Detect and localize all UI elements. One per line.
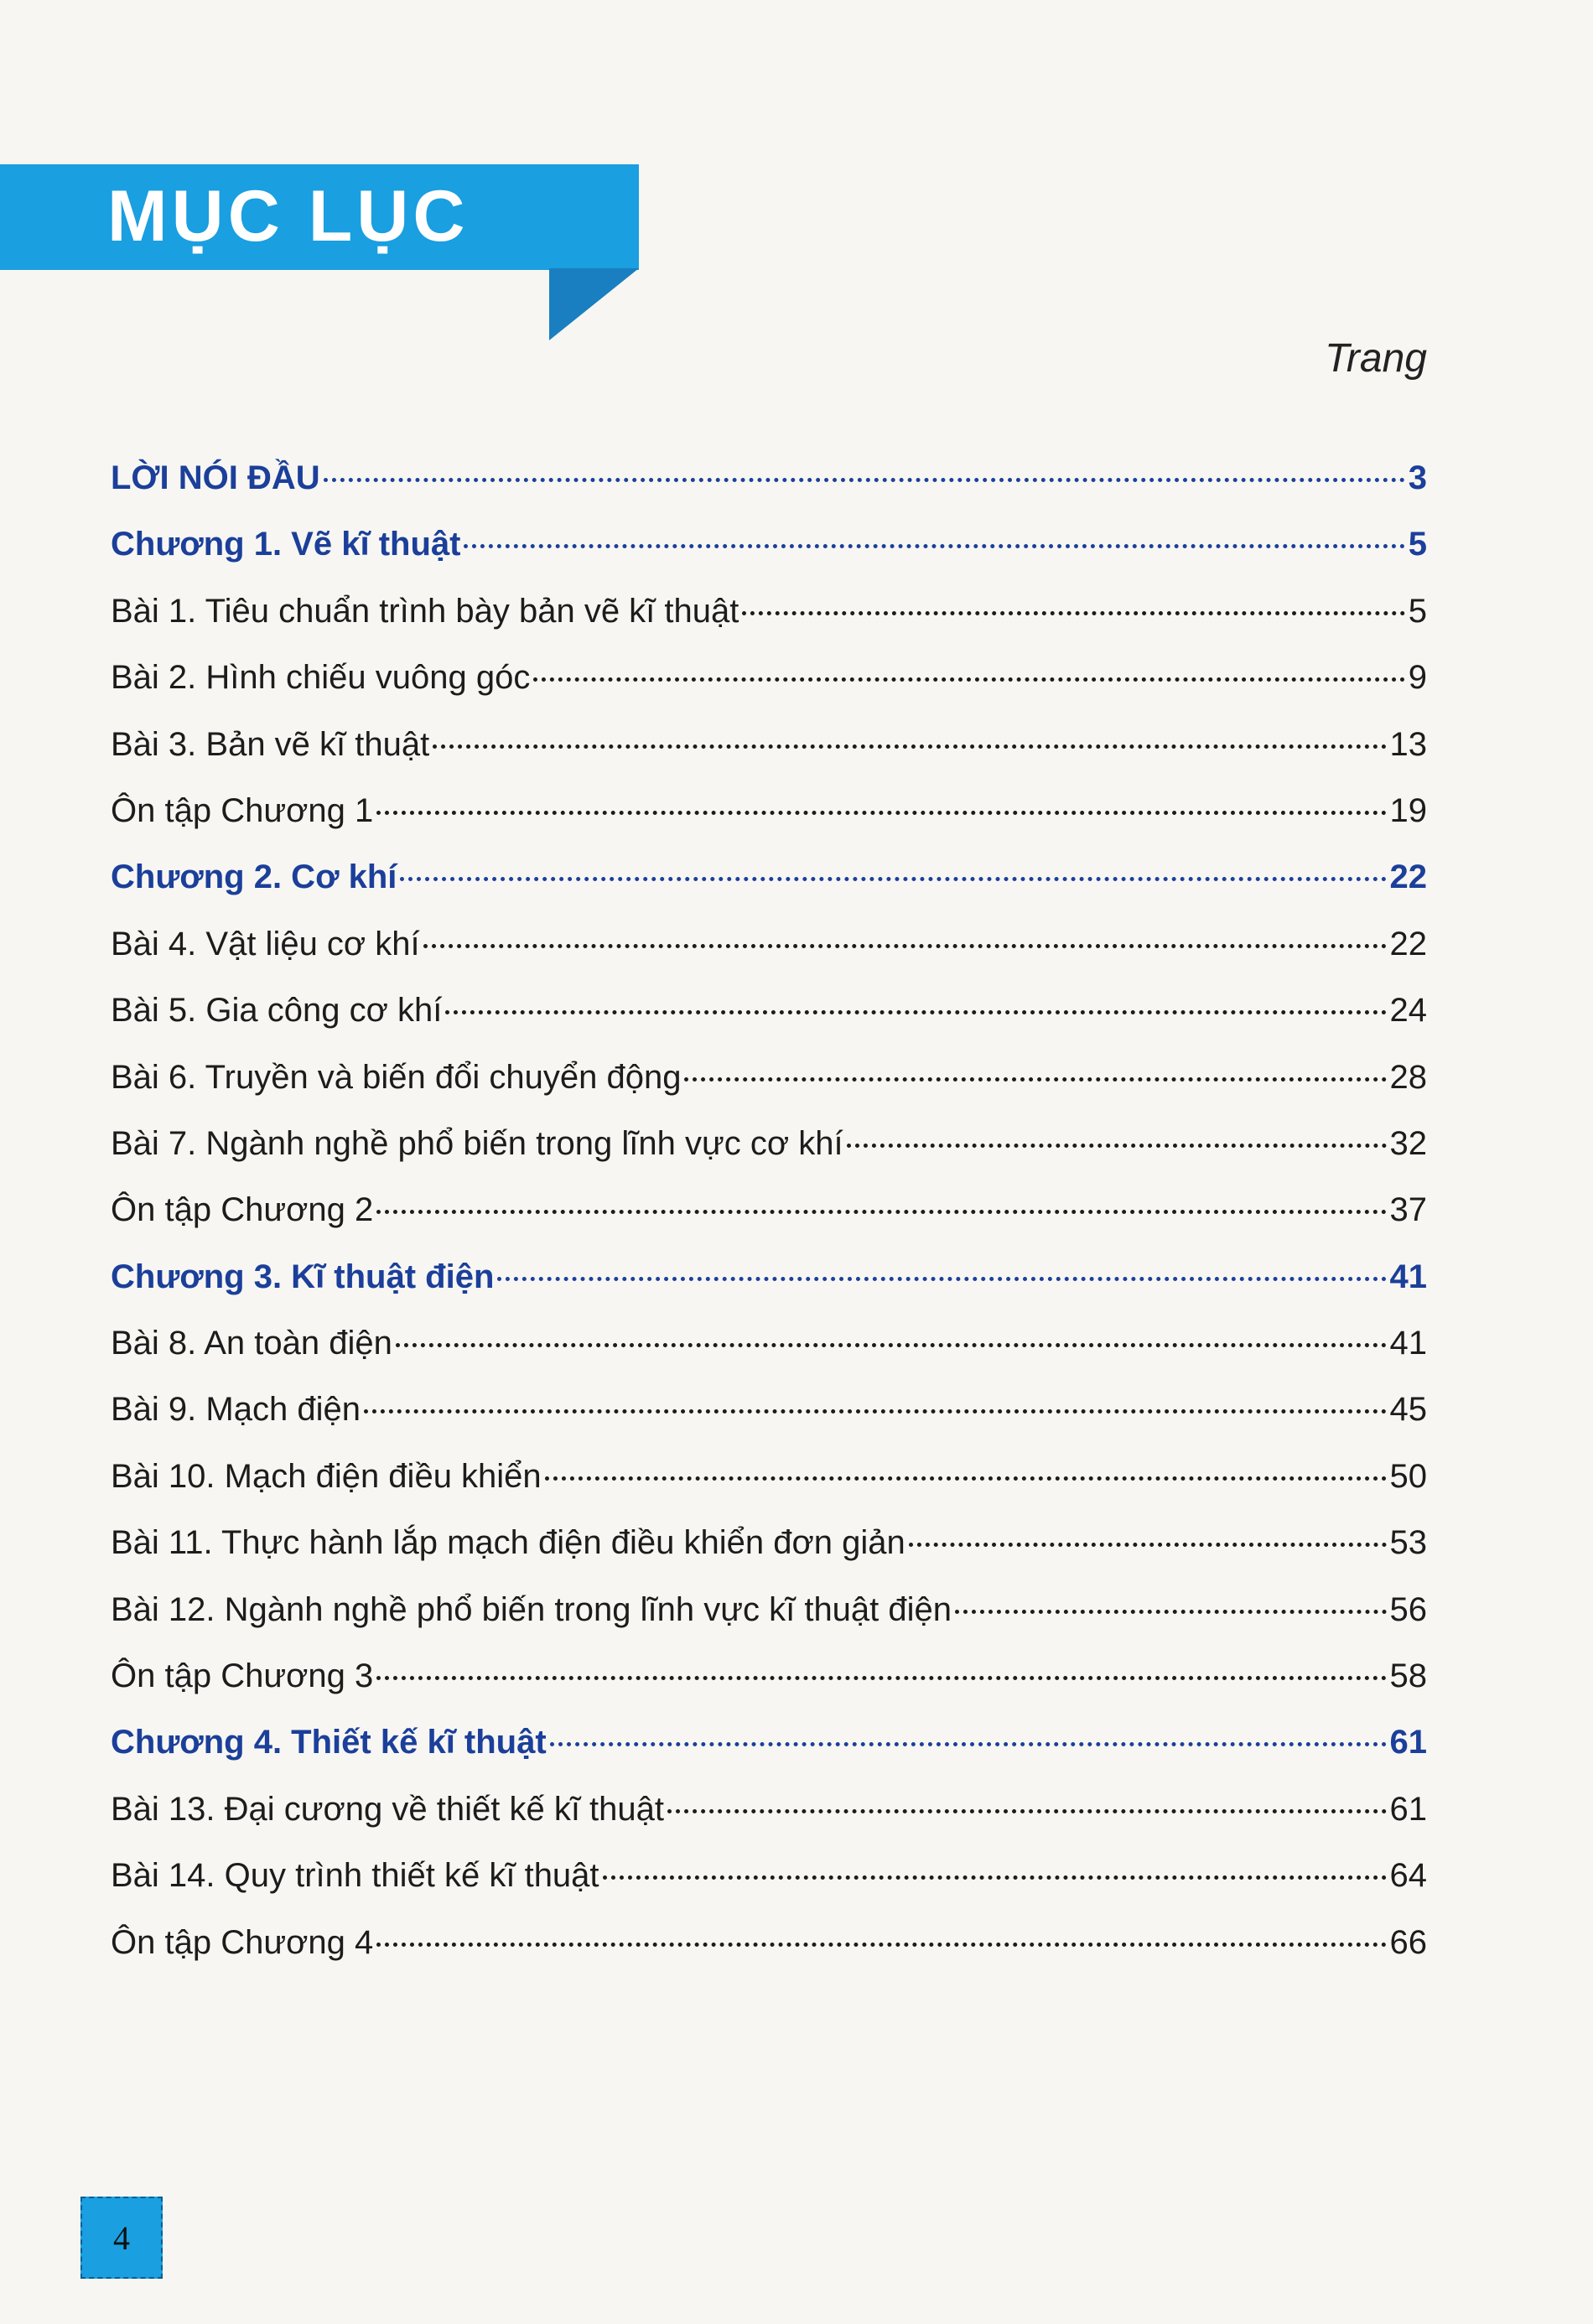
toc-entry-label: Bài 10. Mạch điện điều khiển xyxy=(111,1457,542,1495)
toc-entry[interactable] xyxy=(111,1252,1427,1318)
toc-entry-label: Bài 5. Gia công cơ khí xyxy=(111,992,443,1030)
dot-leader xyxy=(423,944,1387,948)
toc-entry-page: 32 xyxy=(1389,1124,1427,1162)
toc-entry[interactable] xyxy=(111,919,1427,985)
toc-entry[interactable] xyxy=(111,1917,1427,1984)
toc-entry-label: Ôn tập Chương 3 xyxy=(111,1657,374,1695)
toc-entry-page: 24 xyxy=(1389,992,1427,1030)
toc-entry[interactable] xyxy=(111,786,1427,852)
toc-entry-page: 61 xyxy=(1389,1724,1427,1761)
toc-entry-page: 53 xyxy=(1389,1524,1427,1562)
toc-entry[interactable] xyxy=(111,1318,1427,1384)
toc-entry-label: Bài 3. Bản vẽ kĩ thuật xyxy=(111,725,430,763)
toc-entry[interactable] xyxy=(111,1384,1427,1450)
toc-entry-label: Bài 14. Quy trình thiết kế kĩ thuật xyxy=(111,1857,599,1895)
dot-leader xyxy=(376,811,1386,815)
dot-leader xyxy=(324,478,1405,482)
toc-entry-page: 9 xyxy=(1408,659,1427,697)
dot-leader xyxy=(464,544,1404,548)
toc-entry-label: Chương 3. Kĩ thuật điện xyxy=(111,1258,495,1295)
toc-entry-page: 5 xyxy=(1408,526,1427,563)
dot-leader xyxy=(433,744,1386,749)
toc-entry[interactable] xyxy=(111,719,1427,786)
table-of-contents xyxy=(111,453,1427,1984)
toc-entry[interactable] xyxy=(111,1651,1427,1717)
toc-entry-label: Bài 12. Ngành nghề phổ biến trong lĩnh vực kĩ thuật điện xyxy=(111,1590,952,1628)
dot-leader xyxy=(376,1210,1386,1214)
toc-entry-label: Bài 7. Ngành nghề phổ biến trong lĩnh vực cơ khí xyxy=(111,1124,843,1162)
page-column-label: Trang xyxy=(1325,336,1427,381)
toc-entry-page: 37 xyxy=(1389,1191,1427,1229)
dot-leader xyxy=(667,1809,1386,1813)
toc-entry-page: 3 xyxy=(1408,459,1427,496)
dot-leader xyxy=(742,611,1404,615)
toc-entry-label: Chương 1. Vẽ kĩ thuật xyxy=(111,526,461,563)
toc-entry[interactable] xyxy=(111,985,1427,1051)
dot-leader xyxy=(955,1610,1386,1614)
toc-entry-page: 41 xyxy=(1389,1258,1427,1295)
toc-entry-label: Bài 9. Mạch điện xyxy=(111,1391,361,1429)
toc-entry-label: Chương 2. Cơ khí xyxy=(111,859,397,896)
toc-entry-page: 61 xyxy=(1389,1790,1427,1828)
toc-entry[interactable] xyxy=(111,1451,1427,1517)
toc-entry[interactable] xyxy=(111,852,1427,918)
dot-leader xyxy=(603,1875,1387,1880)
toc-entry[interactable] xyxy=(111,1185,1427,1251)
toc-entry[interactable] xyxy=(111,453,1427,519)
dot-leader xyxy=(533,677,1404,682)
toc-entry[interactable] xyxy=(111,1517,1427,1584)
toc-entry-page: 13 xyxy=(1389,725,1427,763)
toc-entry-label: Bài 4. Vật liệu cơ khí xyxy=(111,925,420,962)
toc-entry-label: Bài 6. Truyền và biến đổi chuyển động xyxy=(111,1058,682,1096)
dot-leader xyxy=(400,877,1386,881)
dot-leader xyxy=(445,1010,1386,1014)
dot-leader xyxy=(396,1343,1387,1347)
toc-entry-label: Chương 4. Thiết kế kĩ thuật xyxy=(111,1724,547,1761)
toc-entry-page: 58 xyxy=(1389,1657,1427,1695)
toc-entry-label: Bài 13. Đại cương về thiết kế kĩ thuật xyxy=(111,1790,665,1828)
toc-entry[interactable] xyxy=(111,1784,1427,1850)
dot-leader xyxy=(497,1277,1386,1281)
toc-entry-label: Bài 2. Hình chiếu vuông góc xyxy=(111,659,531,697)
dot-leader xyxy=(847,1144,1387,1148)
dot-leader xyxy=(550,1742,1387,1746)
toc-entry-page: 22 xyxy=(1389,859,1427,896)
toc-entry[interactable] xyxy=(111,519,1427,585)
toc-entry-page: 19 xyxy=(1389,791,1427,829)
page-title: MỤC LỤC xyxy=(107,176,470,257)
toc-entry-page: 41 xyxy=(1389,1325,1427,1362)
dot-leader xyxy=(684,1077,1386,1082)
toc-entry-label: Ôn tập Chương 4 xyxy=(111,1923,374,1961)
toc-entry-label: Bài 8. An toàn điện xyxy=(111,1325,392,1362)
dot-leader xyxy=(909,1543,1387,1547)
toc-entry-label: Ôn tập Chương 1 xyxy=(111,791,374,829)
toc-entry-page: 28 xyxy=(1389,1058,1427,1096)
toc-entry-label: Ôn tập Chương 2 xyxy=(111,1191,374,1229)
toc-entry-page: 45 xyxy=(1389,1391,1427,1429)
toc-entry[interactable] xyxy=(111,1118,1427,1185)
toc-entry-label: Bài 1. Tiêu chuẩn trình bày bản vẽ kĩ thuật xyxy=(111,592,739,630)
toc-entry-label: Bài 11. Thực hành lắp mạch điện điều khiển đơn giản xyxy=(111,1524,905,1562)
dot-leader xyxy=(376,1943,1386,1947)
toc-entry-page: 66 xyxy=(1389,1923,1427,1961)
dot-leader xyxy=(376,1676,1386,1680)
toc-entry-page: 50 xyxy=(1389,1457,1427,1495)
dot-leader xyxy=(545,1476,1387,1481)
toc-entry[interactable] xyxy=(111,586,1427,652)
toc-entry[interactable] xyxy=(111,652,1427,718)
toc-entry[interactable] xyxy=(111,1052,1427,1118)
toc-entry-label: LỜI NÓI ĐẦU xyxy=(111,459,320,496)
toc-entry-page: 5 xyxy=(1408,592,1427,630)
toc-entry[interactable] xyxy=(111,1585,1427,1651)
toc-entry[interactable] xyxy=(111,1850,1427,1917)
toc-entry-page: 64 xyxy=(1389,1857,1427,1895)
toc-entry-page: 22 xyxy=(1389,925,1427,962)
dot-leader xyxy=(364,1409,1387,1414)
header-banner-flap xyxy=(549,268,639,340)
toc-entry[interactable] xyxy=(111,1717,1427,1783)
toc-entry-page: 56 xyxy=(1389,1590,1427,1628)
page-number: 4 xyxy=(80,2197,163,2279)
